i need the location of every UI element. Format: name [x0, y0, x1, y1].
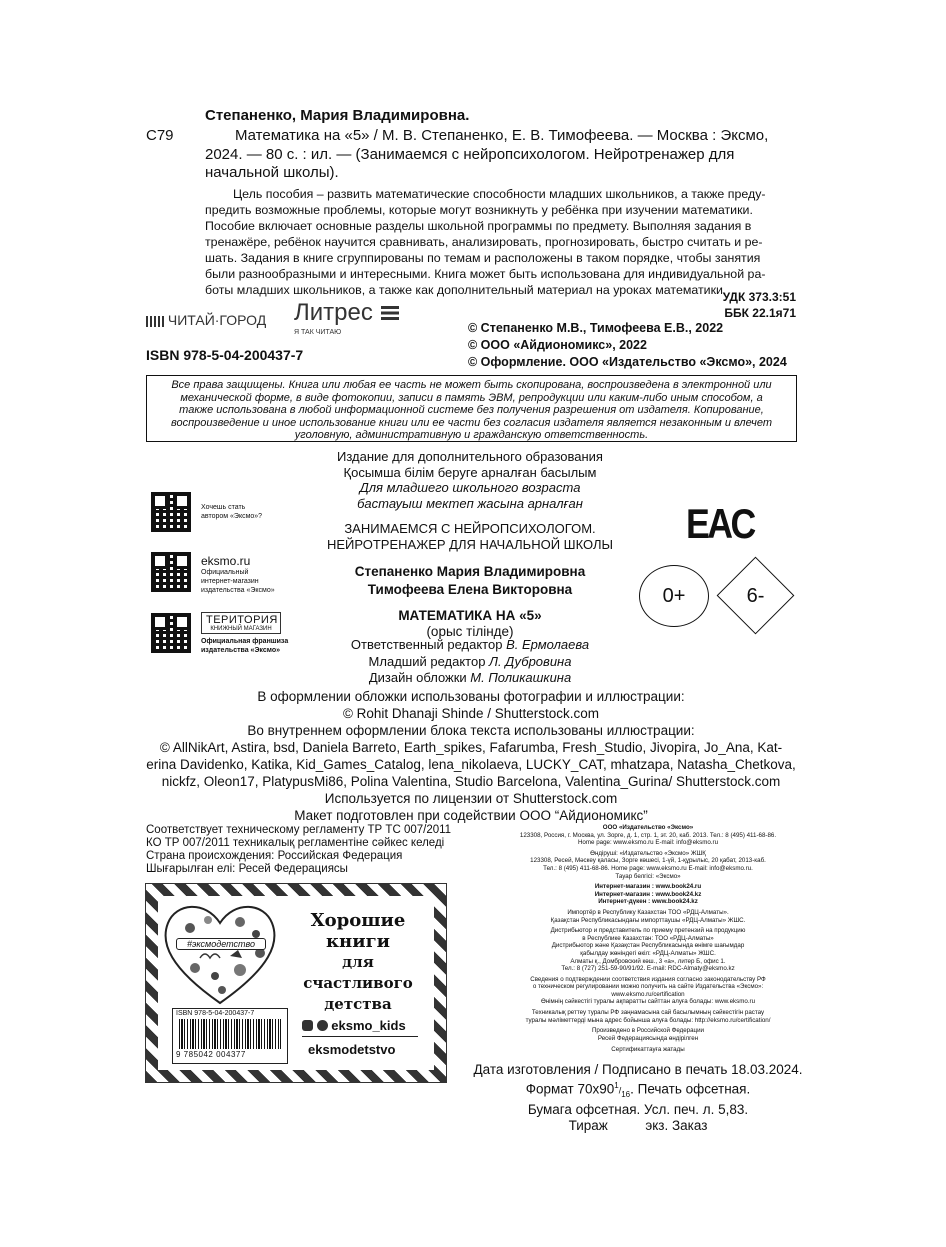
eksmo-sub: Официальный	[201, 569, 249, 576]
territoria-note: Официальная франшиза	[201, 638, 289, 645]
publisher-line: Импортёр в Республику Казахстан ТОО «РДЦ-Алматы».	[567, 908, 729, 916]
qr-author-label-1: Хочешь стать	[201, 504, 246, 511]
isbn: ISBN 978-5-04-200437-7	[146, 347, 304, 363]
publisher-line: туралы мәліметтерді мына адрес бойынша алуға болады: http://eksmo.ru/certification/	[525, 1016, 771, 1024]
publisher-line: Дистрибьютор и представитель по приему претензий на продукцию	[550, 927, 746, 935]
qr-code-eksmo	[151, 552, 191, 592]
abstract-line: Пособие включает основные разделы школьной программы по предмету. Выполняя задания в	[205, 219, 752, 233]
publisher-line: Сведения о подтверждении соответствия издания согласно законодательству РФ	[530, 975, 766, 983]
publisher-line: Дистрибьютор және Қазақстан Республикасында өнімге шағымдар	[551, 942, 745, 950]
bib-line-3: начальной школы).	[205, 164, 339, 181]
author-name-1: Степаненко Мария Владимировна	[354, 564, 586, 579]
publisher-line: Техникалық реттеу туралы РФ заңнамасына сай басылымның сәйкестігін растау	[531, 1009, 765, 1017]
copyright-line: © Степаненко М.В., Тимофеева Е.В., 2022	[468, 321, 724, 335]
telegram-icon	[317, 1020, 328, 1031]
credit-line: Макет подготовлен при содействии ООО “Айдиономикс”	[294, 808, 648, 823]
publisher-line: ООО «Издательство «Эксмо»	[602, 824, 694, 831]
rights-line: также использована в любой информационной системе без получения разрешения от издателя. Копирование,	[179, 404, 764, 417]
publisher-line: Өндіруші: «Издательство «Эксмо» ЖШҚ	[590, 849, 706, 857]
litres-tagline: Я ТАК ЧИТАЮ	[294, 329, 342, 336]
publisher-line: Ресей Федерациясында өндірілген	[597, 1034, 699, 1042]
regulation	[146, 824, 451, 876]
barcode-bars	[179, 1019, 281, 1049]
slogan-line: книги	[326, 931, 390, 952]
barcode-digits: 9 785042 004377	[176, 1050, 246, 1059]
rights-line: уголовную, административную и гражданскую ответственность.	[294, 429, 649, 442]
qr-code-author	[151, 492, 191, 532]
chitai-gorod-text: ЧИТАЙ·ГОРОД	[167, 312, 267, 328]
copyright-line: © ООО «Айдиономикс», 2022	[468, 338, 647, 352]
abstract-line: шать. Задания в книге сгруппированы по темам и расположены в таком порядке, чтобы занятия	[205, 251, 761, 265]
litres-text: Литрес	[294, 299, 373, 326]
publisher-line: Алматы қ., Домбровский көш., 3 «а», литер Б, офис 1.	[570, 957, 726, 965]
age-rating-diamond-text: 6-	[746, 585, 765, 607]
publisher-line: Қазақстан Республикасындағы импорттаушы «РДЦ-Алматы» ЖШС.	[550, 916, 746, 924]
social-handle: eksmo_kids	[331, 1018, 406, 1033]
print-info	[468, 1062, 808, 1133]
classification-code: С79	[146, 127, 174, 144]
publisher-line: Өнімнің сәйкестігі туралы ақпаратты сайттан алуға болады: www.eksmo.ru	[540, 998, 756, 1006]
credit-line: erina Davidenko, Katika, Kid_Games_Catalog, lena_nikolaeva, LUCKY_CAT, mhatzapa, Natasha_Chetkova,	[146, 757, 796, 772]
editor-name: Л. Дубровина	[489, 653, 572, 669]
slogan-line: Хорошие	[310, 910, 406, 931]
abstract-line: боты младших школьников, а также как дополнительный материал на уроках математики.	[205, 283, 727, 297]
qr-code-territoria	[151, 613, 191, 653]
udk: УДК 373.3:51	[722, 290, 796, 304]
edition-age-kz: бастауыш мектеп жасына арналған	[357, 495, 583, 511]
author-name-2: Тимофеева Елена Викторовна	[367, 582, 573, 597]
territoria-label	[201, 612, 288, 655]
qr-author-label-2: автором «Эксмо»?	[201, 513, 263, 520]
vk-icon	[302, 1020, 313, 1031]
eksmo-site: eksmo.ru	[201, 554, 251, 568]
chitai-gorod-icon	[146, 316, 164, 327]
age-rating-circle: 0+	[639, 565, 709, 627]
publisher-line: Тауар белгісі: «Эксмо»	[615, 872, 681, 880]
territoria-logo	[201, 612, 281, 634]
promo-site: eksmodetstvo	[308, 1042, 396, 1057]
credit-line: nickfz, Oleon17, PlatypusMi86, Polina Valentina, Studio Barcelona, Valentina_Gurina/ Shutterstock.com	[161, 774, 781, 789]
regulation-line: Соответствует техническому регламенту ТР ТС 007/2011	[146, 824, 452, 836]
rights-box	[146, 375, 797, 442]
illustration-credits	[140, 688, 802, 824]
abstract-line: были разнообразными и интересными. Книга может быть использована для индивидуальной ра-	[205, 267, 766, 281]
series-line-1: ЗАНИМАЕМСЯ С НЕЙРОПСИХОЛОГОМ.	[344, 521, 596, 536]
regulation-line: Шығарылған елі: Ресей Федерациясы	[146, 863, 348, 875]
print-run: Тираж экз. Заказ	[568, 1117, 708, 1133]
editor-name: В. Ермолаева	[506, 637, 590, 652]
bib-line-2: 2024. — 80 с. : ил. — (Занимаемся с нейропсихологом. Нейротренажер для	[205, 146, 735, 163]
publisher-line: Тел.: 8 (727) 251-59-90/91/92. E-mail: RDC-Almaty@eksmo.kz	[561, 965, 735, 973]
chitai-gorod-logo	[146, 312, 266, 328]
book-title: МАТЕМАТИКА НА «5»	[398, 608, 542, 623]
litres-logo	[294, 299, 399, 336]
credit-line: Используется по лицензии от Shutterstock.com	[324, 791, 618, 806]
eksmo-sub: издательства «Эксмо»	[201, 587, 275, 594]
series-line-2: НЕЙРОТРЕНАЖЕР ДЛЯ НАЧАЛЬНОЙ ШКОЛЫ	[326, 536, 614, 552]
format-num: 1	[614, 1080, 619, 1090]
edition-purpose-kz: Қосымша білім беруге арналған басылым	[343, 464, 597, 480]
publisher-line: 123308, Россия, г. Москва, ул. Зорге, д. 1, стр. 1, эт. 20, каб. 2013. Тел.: 8 (495) 411-68-86.	[519, 831, 777, 839]
territoria-brand: ТЕРИТОРИЯ	[206, 614, 278, 626]
litres-menu-icon	[381, 306, 399, 320]
publisher-line: 123308, Ресей, Мәскеу қаласы, Зорге көшесі, 1-үй, 1-құрылыс, 20 қабат, 2013-каб.	[530, 857, 766, 865]
publisher-line: Произведено в Российской Федерации	[591, 1027, 705, 1035]
credit-line: © AllNikArt, Astira, bsd, Daniela Barreto, Earth_spikes, Fafarumba, Fresh_Studio, Jivopira, Jo_Ana, Kat-	[159, 740, 783, 755]
copyright-line: © Оформление. ООО «Издательство «Эксмо», 2024	[468, 355, 787, 369]
editor-role: Младший редактор	[368, 653, 490, 669]
territoria-note: издательства «Эксмо»	[201, 647, 280, 654]
credit-line: Во внутреннем оформлении блока текста использованы иллюстрации:	[247, 723, 695, 738]
publisher-info	[478, 824, 818, 1054]
barcode-box	[172, 1008, 288, 1064]
publisher-line: Тел.: 8 (495) 411-68-86. Home page: www.eksmo.ru E-mail: info@eksmo.ru.	[543, 864, 753, 872]
publisher-line: Интернет-магазин : www.book24.ru	[594, 883, 702, 891]
print-date: Дата изготовления / Подписано в печать 18.03.2024.	[473, 1062, 803, 1077]
bbk: ББК 22.1я71	[724, 306, 796, 320]
promo-social	[302, 1018, 406, 1033]
promo-slogan	[288, 910, 428, 1015]
editor-role: Ответственный редактор	[350, 637, 507, 652]
bib-line-1: Математика на «5» / М. В. Степаненко, Е. В. Тимофеева. — Москва : Эксмо,	[235, 127, 769, 144]
regulation-line: КО ТР 007/2011 техникалық регламентіне сәйкес келеді	[146, 837, 445, 849]
edition-block	[280, 449, 660, 639]
publisher-line: www.eksmo.ru/certification	[611, 990, 685, 998]
promo-divider	[302, 1036, 418, 1037]
promo-inner	[158, 896, 434, 1070]
format-text: . Печать офсетная.	[630, 1081, 751, 1096]
publisher-line: Home page: www.eksmo.ru E-mail: info@eksmo.ru	[577, 839, 719, 847]
rights-line: воспроизведение и иное использование книги или ее части без согласия издателя является незаконным и влечет	[171, 416, 772, 429]
regulation-line: Страна происхождения: Российская Федерация	[146, 850, 403, 862]
editor-name: М. Поликашкина	[470, 670, 572, 685]
publisher-line: Интернет-дүкен : www.book24.kz	[598, 898, 698, 906]
rights-line: Все права защищены. Книга или любая ее часть не может быть скопирована, воспроизведена в электронной или	[171, 379, 772, 391]
publisher-line: о техническом регулировании можно получить на сайте Издательства «Эксмо»:	[532, 983, 764, 991]
credit-line: В оформлении обложки использованы фотографии и иллюстрации:	[257, 689, 685, 704]
territoria-sub: КНИЖНЫЙ МАГАЗИН	[210, 626, 272, 632]
publisher-line: Сертификаттауға жатады	[611, 1046, 685, 1054]
format-den: 16	[621, 1089, 631, 1099]
print-format: Формат $70х90^1/_{16}$. Печать офсетная.	[525, 1080, 751, 1099]
abstract-line: предить возможные проблемы, которые могут возникнуть у ребёнка при изучении математики.	[205, 203, 753, 217]
book-language: (орыс тілінде)	[426, 623, 514, 639]
eksmo-sub: интернет-магазин	[201, 578, 259, 585]
qr-author-label	[201, 503, 262, 521]
publisher-line: қабылдау жөніндегі өкіл: «РДЦ-Алматы» ЖШС.	[580, 949, 716, 957]
qr-eksmo-label	[201, 554, 275, 595]
eac-mark: EAC	[686, 500, 754, 547]
abstract-line: тренажёре, ребёнок научится сравнивать, анализировать, прогнозировать, быстро считать и ре-	[205, 235, 763, 249]
slogan-line: детства	[324, 995, 392, 1013]
editors	[300, 637, 640, 687]
editor-role: Дизайн обложки	[368, 670, 471, 685]
edition-purpose: Издание для дополнительного образования	[337, 449, 603, 464]
edition-age: Для младшего школьного возраста	[359, 480, 581, 495]
heart-illustration	[160, 898, 280, 1008]
publisher-line: в Республике Казахстан: ТОО «РДЦ-Алматы»	[582, 934, 714, 942]
barcode-isbn: ISBN 978-5-04-200437-7	[176, 1010, 255, 1017]
publisher-line: Интернет-магазин : www.book24.kz	[594, 890, 702, 898]
rights-line: механической форме, в виде фотокопии, записи в память ЭВМ, репродукции или каким-либо иным способом, а	[180, 391, 763, 404]
abstract-line: Цель пособия – развить математические способности младших школьников, а также преду-	[233, 187, 766, 201]
credit-line: © Rohit Dhanaji Shinde / Shutterstock.com	[342, 706, 600, 721]
print-paper: Бумага офсетная. Усл. печ. л. 5,83.	[527, 1102, 749, 1118]
format-text: Формат 70х90	[525, 1081, 615, 1096]
slogan-line: для счастливого	[303, 953, 413, 992]
author-heading: Степаненко, Мария Владимировна.	[205, 107, 470, 124]
heart-tag: #эксмодетство	[176, 938, 266, 950]
abstract	[205, 186, 797, 298]
